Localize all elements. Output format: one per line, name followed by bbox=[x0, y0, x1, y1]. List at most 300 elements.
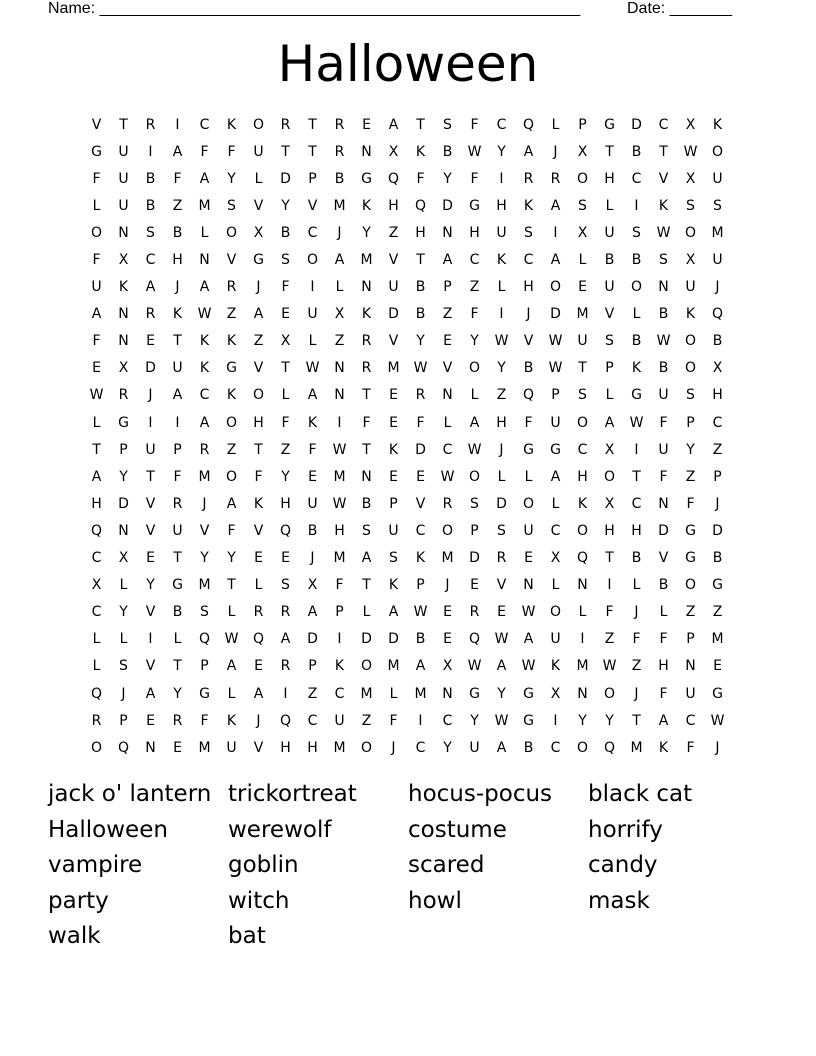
grid-letter: M bbox=[333, 197, 346, 214]
grid-letter: G bbox=[226, 360, 237, 377]
grid-letter: M bbox=[360, 685, 373, 702]
grid-letter: Y bbox=[146, 577, 155, 594]
grid-letter: H bbox=[307, 739, 318, 756]
grid-letter: F bbox=[92, 170, 101, 187]
grid-letter: A bbox=[415, 658, 426, 675]
grid-letter: N bbox=[118, 306, 129, 323]
grid-letter: C bbox=[442, 441, 453, 458]
grid-letter: R bbox=[469, 604, 480, 621]
grid-row bbox=[83, 382, 733, 409]
grid-letter: O bbox=[576, 739, 589, 756]
grid-letter: T bbox=[605, 550, 614, 567]
grid-letter: R bbox=[172, 712, 183, 729]
grid-letter: B bbox=[631, 550, 642, 567]
grid-letter: U bbox=[658, 441, 669, 458]
grid-row bbox=[83, 192, 733, 219]
grid-letter: M bbox=[333, 739, 346, 756]
grid-letter: Q bbox=[522, 116, 535, 133]
grid-letter: A bbox=[307, 387, 318, 404]
grid-letter: W bbox=[332, 441, 347, 458]
grid-letter: N bbox=[658, 279, 669, 296]
grid-letter: S bbox=[578, 197, 587, 214]
grid-letter: K bbox=[253, 495, 264, 512]
grid-letter: W bbox=[413, 604, 428, 621]
grid-letter: M bbox=[387, 658, 400, 675]
grid-letter: T bbox=[659, 143, 668, 160]
grid-letter: Z bbox=[307, 685, 318, 702]
grid-letter: K bbox=[415, 143, 426, 160]
grid-letter: L bbox=[119, 631, 128, 648]
grid-letter: Z bbox=[442, 306, 453, 323]
grid-letter: S bbox=[470, 495, 479, 512]
grid-letter: U bbox=[685, 685, 696, 702]
grid-letter: Z bbox=[388, 224, 399, 241]
grid-letter: K bbox=[631, 360, 642, 377]
grid-letter: U bbox=[118, 143, 129, 160]
grid-letter: E bbox=[713, 658, 722, 675]
grid-letter: T bbox=[632, 712, 641, 729]
grid-letter: Y bbox=[200, 550, 209, 567]
grid-letter: M bbox=[198, 739, 211, 756]
grid-letter: C bbox=[658, 116, 669, 133]
grid-letter: N bbox=[118, 224, 129, 241]
grid-letter: W bbox=[467, 658, 482, 675]
grid-letter: E bbox=[443, 333, 452, 350]
grid-letter: T bbox=[173, 658, 182, 675]
grid-letter: C bbox=[442, 712, 453, 729]
grid-letter: U bbox=[172, 522, 183, 539]
grid-letter: Y bbox=[470, 333, 479, 350]
grid-letter: E bbox=[254, 658, 263, 675]
grid-letter: A bbox=[226, 658, 237, 675]
grid-letter: E bbox=[389, 387, 398, 404]
grid-letter: Y bbox=[227, 170, 236, 187]
grid-row bbox=[83, 653, 733, 680]
header bbox=[48, 0, 748, 20]
grid-letter: P bbox=[443, 279, 452, 296]
grid-letter: T bbox=[308, 116, 317, 133]
grid-letter: F bbox=[686, 739, 695, 756]
grid-letter: O bbox=[522, 495, 535, 512]
grid-letter: A bbox=[172, 143, 183, 160]
grid-letter: G bbox=[361, 170, 372, 187]
grid-letter: W bbox=[467, 441, 482, 458]
grid-letter: O bbox=[576, 414, 589, 431]
grid-letter: X bbox=[604, 495, 615, 512]
grid-letter: J bbox=[121, 685, 126, 702]
grid-letter: N bbox=[442, 685, 453, 702]
grid-letter: F bbox=[470, 306, 479, 323]
grid-letter: I bbox=[148, 143, 153, 160]
name-field-label: Name: ______________________________________________________ bbox=[48, 0, 581, 17]
grid-letter: C bbox=[199, 387, 210, 404]
grid-letter: L bbox=[470, 387, 479, 404]
grid-letter: L bbox=[281, 387, 290, 404]
grid-letter: Z bbox=[361, 712, 372, 729]
grid-letter: T bbox=[281, 143, 290, 160]
grid-letter: F bbox=[524, 414, 533, 431]
grid-letter: K bbox=[226, 333, 237, 350]
grid-letter: Z bbox=[712, 604, 723, 621]
word-list-item: werewolf bbox=[228, 816, 332, 843]
grid-row bbox=[83, 246, 733, 273]
grid-letter: Z bbox=[226, 306, 237, 323]
grid-letter: L bbox=[551, 116, 560, 133]
grid-letter: L bbox=[497, 468, 506, 485]
word-list-item: trickortreat bbox=[228, 781, 357, 807]
grid-row bbox=[83, 274, 733, 301]
grid-letter: S bbox=[632, 224, 641, 241]
grid-letter: R bbox=[415, 387, 426, 404]
grid-letter: E bbox=[578, 279, 587, 296]
grid-row bbox=[83, 490, 733, 517]
grid-letter: Z bbox=[685, 604, 696, 621]
grid-letter: D bbox=[550, 306, 561, 323]
grid-letter: O bbox=[549, 604, 562, 621]
grid-letter: U bbox=[550, 414, 561, 431]
grid-letter: U bbox=[388, 522, 399, 539]
grid-letter: U bbox=[712, 170, 723, 187]
grid-letter: K bbox=[334, 658, 345, 675]
grid-letter: H bbox=[469, 224, 480, 241]
grid-letter: L bbox=[335, 279, 344, 296]
grid-letter: Y bbox=[605, 712, 614, 729]
grid-letter: T bbox=[119, 116, 128, 133]
grid-letter: W bbox=[224, 631, 239, 648]
grid-letter: K bbox=[226, 116, 237, 133]
grid-letter: I bbox=[499, 170, 504, 187]
grid-letter: Z bbox=[712, 441, 723, 458]
grid-letter: J bbox=[337, 224, 342, 241]
grid-letter: O bbox=[684, 333, 697, 350]
grid-letter: S bbox=[389, 550, 398, 567]
grid-letter: W bbox=[656, 224, 671, 241]
grid-letter: A bbox=[388, 116, 399, 133]
grid-letter: P bbox=[389, 495, 398, 512]
grid-letter: N bbox=[334, 387, 345, 404]
grid-letter: U bbox=[253, 143, 264, 160]
grid-letter: B bbox=[361, 495, 372, 512]
grid-letter: V bbox=[604, 306, 615, 323]
grid-letter: H bbox=[496, 197, 507, 214]
grid-letter: J bbox=[445, 577, 450, 594]
grid-letter: K bbox=[361, 197, 372, 214]
grid-letter: F bbox=[659, 414, 668, 431]
grid-letter: A bbox=[388, 604, 399, 621]
grid-letter: G bbox=[118, 414, 129, 431]
grid-letter: Y bbox=[578, 712, 587, 729]
grid-letter: L bbox=[92, 658, 101, 675]
grid-letter: P bbox=[308, 658, 317, 675]
grid-letter: O bbox=[684, 577, 697, 594]
grid-letter: L bbox=[659, 604, 668, 621]
word-list-item: jack o' lantern bbox=[48, 781, 212, 807]
grid-letter: T bbox=[578, 360, 587, 377]
grid-letter: W bbox=[548, 360, 563, 377]
grid-letter: Y bbox=[443, 170, 452, 187]
grid-letter: M bbox=[333, 550, 346, 567]
grid-letter: F bbox=[686, 495, 695, 512]
grid-letter: I bbox=[634, 441, 639, 458]
grid-letter: G bbox=[523, 441, 534, 458]
grid-letter: A bbox=[307, 604, 318, 621]
grid-letter: Y bbox=[362, 224, 371, 241]
grid-letter: B bbox=[145, 197, 156, 214]
grid-letter: E bbox=[146, 333, 155, 350]
grid-letter: W bbox=[656, 333, 671, 350]
grid-letter: H bbox=[496, 414, 507, 431]
letter-grid bbox=[83, 111, 733, 761]
grid-letter: A bbox=[91, 306, 102, 323]
grid-letter: U bbox=[577, 333, 588, 350]
grid-letter: X bbox=[685, 170, 696, 187]
grid-letter: A bbox=[469, 414, 480, 431]
grid-letter: Y bbox=[497, 685, 506, 702]
grid-letter: X bbox=[577, 224, 588, 241]
grid-letter: P bbox=[308, 170, 317, 187]
grid-letter: Q bbox=[576, 550, 589, 567]
grid-letter: E bbox=[308, 468, 317, 485]
word-list-item: black cat bbox=[588, 781, 693, 807]
word-list-item: Halloween bbox=[48, 816, 168, 843]
grid-row bbox=[83, 572, 733, 599]
grid-letter: N bbox=[118, 522, 129, 539]
grid-letter: M bbox=[198, 468, 211, 485]
grid-row bbox=[83, 517, 733, 544]
grid-letter: K bbox=[388, 577, 399, 594]
grid-letter: C bbox=[550, 739, 561, 756]
grid-letter: Y bbox=[470, 712, 479, 729]
grid-letter: T bbox=[362, 441, 371, 458]
grid-letter: D bbox=[307, 631, 318, 648]
grid-letter: F bbox=[632, 631, 641, 648]
grid-letter: C bbox=[199, 116, 210, 133]
grid-letter: I bbox=[418, 712, 423, 729]
grid-letter: T bbox=[362, 577, 371, 594]
grid-row bbox=[83, 301, 733, 328]
word-list-item: costume bbox=[408, 816, 507, 843]
grid-letter: K bbox=[307, 414, 318, 431]
grid-letter: O bbox=[252, 387, 265, 404]
grid-letter: N bbox=[658, 495, 669, 512]
grid-letter: D bbox=[469, 550, 480, 567]
word-list-item: horrify bbox=[588, 816, 663, 843]
grid-letter: M bbox=[711, 224, 724, 241]
grid-letter: B bbox=[631, 333, 642, 350]
grid-letter: N bbox=[523, 577, 534, 594]
grid-letter: F bbox=[254, 468, 263, 485]
grid-letter: U bbox=[496, 224, 507, 241]
grid-letter: H bbox=[334, 522, 345, 539]
grid-letter: L bbox=[362, 604, 371, 621]
grid-letter: T bbox=[173, 550, 182, 567]
grid-letter: L bbox=[92, 197, 101, 214]
grid-letter: M bbox=[576, 658, 589, 675]
grid-letter: X bbox=[550, 550, 561, 567]
word-list bbox=[48, 777, 768, 955]
grid-letter: V bbox=[307, 197, 318, 214]
grid-letter: Q bbox=[279, 522, 292, 539]
grid-letter: I bbox=[175, 414, 180, 431]
grid-letter: X bbox=[307, 577, 318, 594]
grid-letter: R bbox=[172, 495, 183, 512]
grid-letter: W bbox=[440, 468, 455, 485]
grid-letter: J bbox=[634, 685, 639, 702]
grid-letter: L bbox=[524, 468, 533, 485]
grid-letter: E bbox=[497, 604, 506, 621]
grid-letter: R bbox=[145, 116, 156, 133]
grid-letter: B bbox=[280, 224, 291, 241]
grid-letter: L bbox=[173, 631, 182, 648]
grid-letter: F bbox=[416, 170, 425, 187]
grid-letter: F bbox=[92, 252, 101, 269]
grid-letter: R bbox=[253, 604, 264, 621]
grid-letter: H bbox=[523, 279, 534, 296]
grid-letter: U bbox=[604, 279, 615, 296]
grid-letter: O bbox=[684, 360, 697, 377]
grid-letter: O bbox=[711, 143, 724, 160]
grid-letter: S bbox=[497, 522, 506, 539]
grid-letter: F bbox=[173, 468, 182, 485]
grid-letter: G bbox=[469, 685, 480, 702]
grid-letter: W bbox=[467, 143, 482, 160]
grid-letter: F bbox=[281, 279, 290, 296]
grid-letter: X bbox=[604, 441, 615, 458]
grid-letter: P bbox=[470, 522, 479, 539]
grid-row bbox=[83, 626, 733, 653]
grid-letter: C bbox=[91, 604, 102, 621]
word-list-item: candy bbox=[588, 852, 658, 878]
grid-letter: M bbox=[630, 739, 643, 756]
grid-letter: F bbox=[659, 685, 668, 702]
grid-letter: V bbox=[442, 360, 453, 377]
grid-letter: K bbox=[199, 360, 210, 377]
grid-letter: I bbox=[634, 197, 639, 214]
grid-letter: O bbox=[468, 468, 481, 485]
grid-letter: W bbox=[494, 631, 509, 648]
grid-letter: O bbox=[360, 658, 373, 675]
grid-letter: J bbox=[391, 739, 396, 756]
grid-row bbox=[83, 436, 733, 463]
grid-letter: R bbox=[280, 604, 291, 621]
grid-letter: F bbox=[281, 414, 290, 431]
grid-letter: X bbox=[280, 333, 291, 350]
grid-letter: S bbox=[443, 116, 452, 133]
grid-letter: X bbox=[550, 685, 561, 702]
grid-letter: N bbox=[685, 658, 696, 675]
grid-letter: C bbox=[307, 224, 318, 241]
grid-letter: C bbox=[91, 550, 102, 567]
grid-letter: O bbox=[225, 224, 238, 241]
grid-letter: T bbox=[362, 387, 371, 404]
grid-letter: B bbox=[523, 739, 534, 756]
grid-letter: I bbox=[553, 712, 558, 729]
grid-letter: G bbox=[712, 577, 723, 594]
grid-letter: Y bbox=[119, 468, 128, 485]
grid-letter: J bbox=[256, 279, 261, 296]
grid-letter: O bbox=[549, 279, 562, 296]
grid-row bbox=[83, 111, 733, 138]
grid-row bbox=[83, 328, 733, 355]
grid-letter: I bbox=[337, 631, 342, 648]
grid-letter: I bbox=[553, 224, 558, 241]
grid-letter: H bbox=[91, 495, 102, 512]
grid-letter: C bbox=[577, 441, 588, 458]
grid-letter: B bbox=[334, 170, 345, 187]
grid-letter: J bbox=[202, 495, 207, 512]
grid-letter: W bbox=[548, 333, 563, 350]
grid-letter: D bbox=[712, 522, 723, 539]
grid-letter: B bbox=[523, 360, 534, 377]
grid-letter: X bbox=[118, 360, 129, 377]
grid-letter: W bbox=[197, 306, 212, 323]
grid-letter: B bbox=[172, 224, 183, 241]
grid-letter: L bbox=[308, 333, 317, 350]
grid-row bbox=[83, 680, 733, 707]
grid-letter: N bbox=[361, 468, 372, 485]
grid-letter: O bbox=[252, 116, 265, 133]
grid-letter: N bbox=[361, 279, 372, 296]
grid-letter: C bbox=[712, 414, 723, 431]
grid-letter: I bbox=[283, 685, 288, 702]
grid-letter: V bbox=[496, 577, 507, 594]
grid-letter: K bbox=[388, 441, 399, 458]
grid-letter: W bbox=[89, 387, 104, 404]
grid-letter: G bbox=[685, 522, 696, 539]
grid-letter: R bbox=[361, 333, 372, 350]
grid-letter: O bbox=[90, 739, 103, 756]
grid-letter: K bbox=[523, 197, 534, 214]
grid-letter: X bbox=[712, 360, 723, 377]
grid-letter: N bbox=[334, 360, 345, 377]
grid-letter: P bbox=[686, 631, 695, 648]
grid-letter: P bbox=[551, 387, 560, 404]
grid-letter: A bbox=[91, 468, 102, 485]
grid-letter: C bbox=[523, 252, 534, 269]
grid-letter: X bbox=[442, 658, 453, 675]
grid-letter: N bbox=[118, 333, 129, 350]
grid-letter: H bbox=[712, 387, 723, 404]
grid-letter: J bbox=[553, 143, 558, 160]
grid-letter: R bbox=[334, 143, 345, 160]
word-list-item: howl bbox=[408, 887, 462, 914]
grid-letter: E bbox=[443, 604, 452, 621]
grid-letter: T bbox=[416, 252, 425, 269]
grid-letter: B bbox=[658, 306, 669, 323]
grid-letter: U bbox=[145, 441, 156, 458]
grid-letter: O bbox=[306, 252, 319, 269]
grid-letter: W bbox=[332, 495, 347, 512]
grid-letter: L bbox=[227, 685, 236, 702]
grid-letter: Z bbox=[334, 333, 345, 350]
grid-letter: A bbox=[145, 685, 156, 702]
grid-letter: U bbox=[307, 306, 318, 323]
grid-letter: Q bbox=[603, 739, 616, 756]
grid-letter: F bbox=[308, 441, 317, 458]
grid-letter: B bbox=[415, 279, 426, 296]
grid-letter: Q bbox=[414, 197, 427, 214]
grid-letter: L bbox=[632, 577, 641, 594]
grid-letter: P bbox=[578, 116, 587, 133]
grid-letter: P bbox=[173, 441, 182, 458]
grid-letter: J bbox=[634, 604, 639, 621]
grid-letter: K bbox=[199, 333, 210, 350]
grid-letter: J bbox=[526, 306, 531, 323]
grid-letter: Z bbox=[253, 333, 264, 350]
grid-letter: D bbox=[658, 522, 669, 539]
grid-letter: G bbox=[91, 143, 102, 160]
grid-letter: V bbox=[658, 170, 669, 187]
